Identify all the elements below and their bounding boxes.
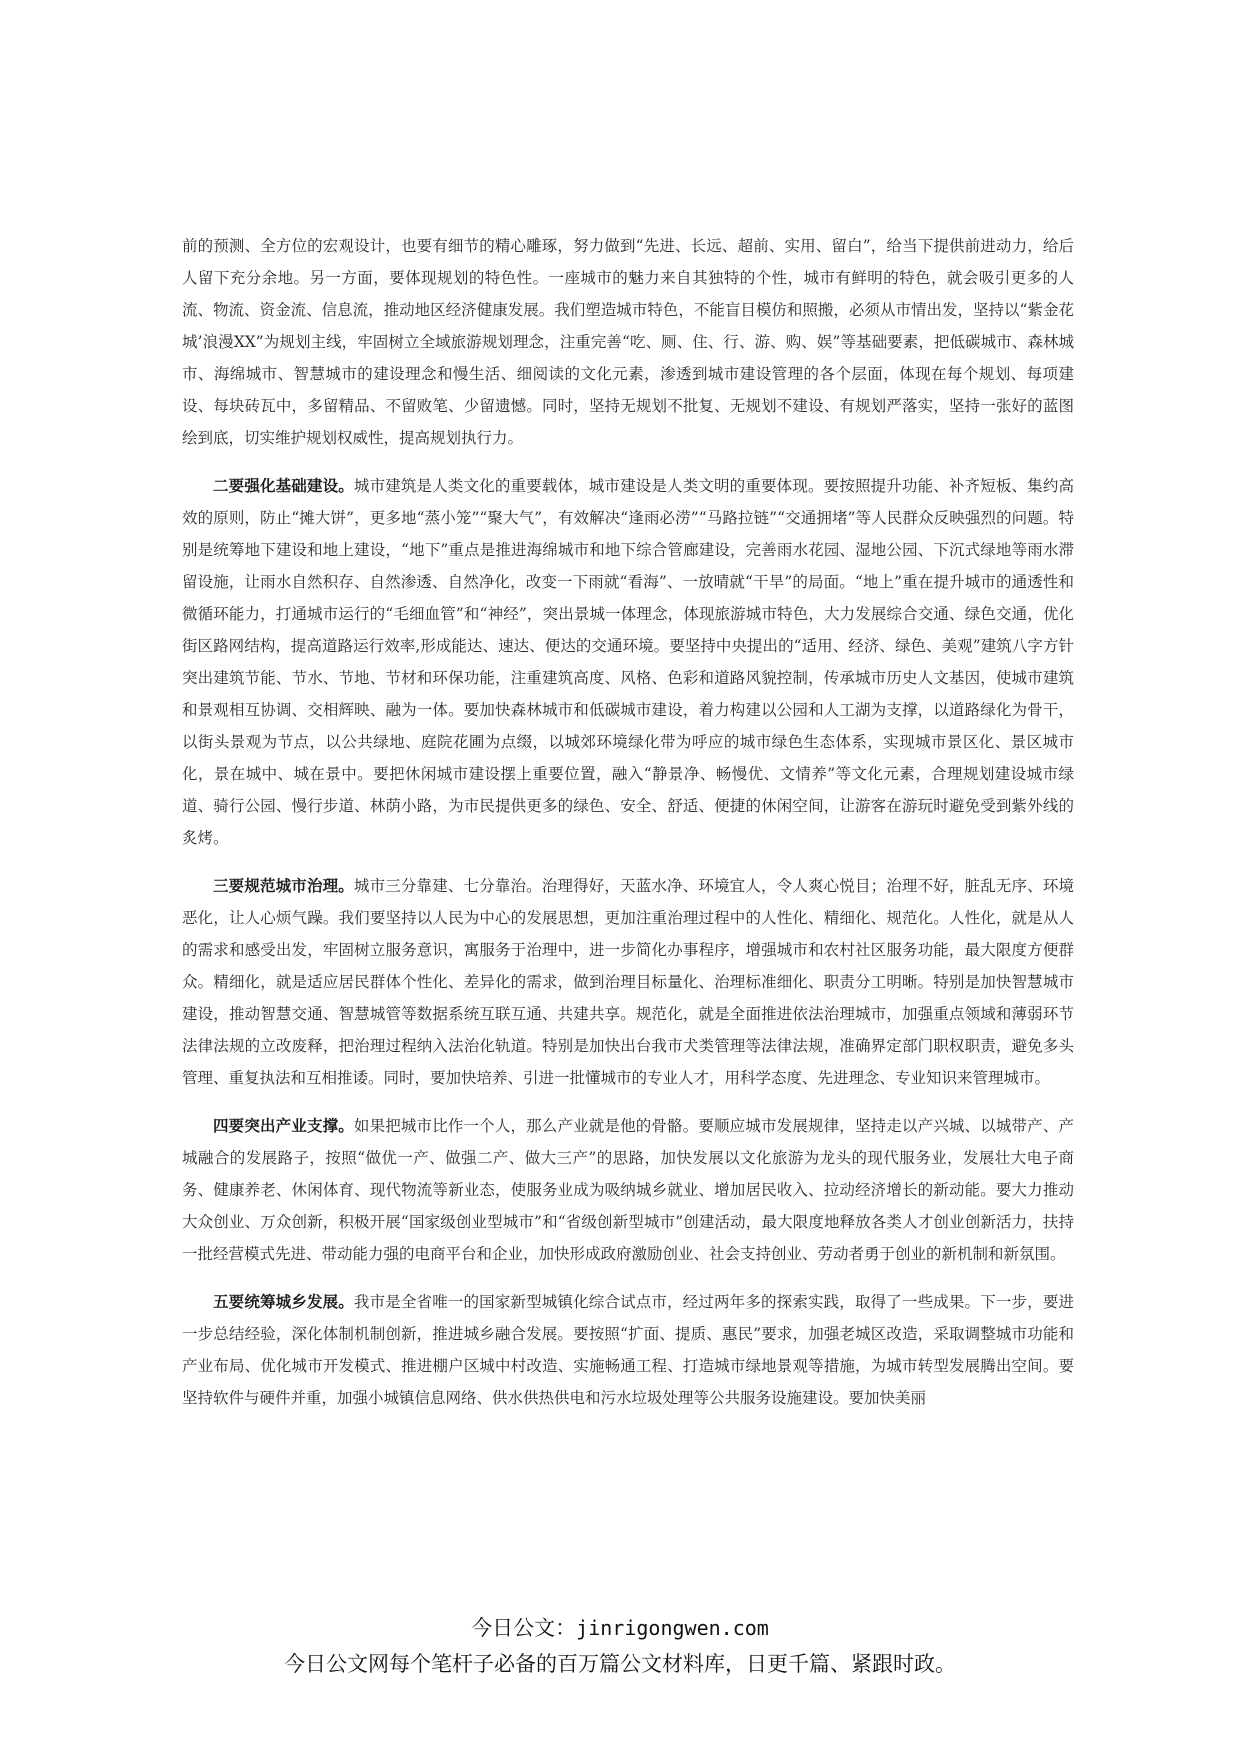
paragraph-industry bbox=[182, 1110, 1074, 1270]
paragraph-text: 前的预测、全方位的宏观设计，也要有细节的精心雕琢，努力做到“先进、长远、超前、实用、留白”，给当下提供前进动力，给后人留下充分余地。另一方面，要体现规划的特色性。一座城市的魅力来自其独特的个性，城市有鲜明的特色，就会吸引更多的人流、物流、资金流、信息流，推动地区经济健康发展。我们塑造城市特色，不能盲目模仿和照搬，必须从市情出发，坚持以“紫金花城’浪漫XX”为规划主线，牢固树立全域旅游规划理念，注重完善“吃、厕、住、行、游、购、娱”等基础要素，把低碳城市、森林城市、海绵城市、智慧城市的建设理念和慢生活、细阅读的文化元素，渗透到城市建设管理的各个层面，体现在每个规划、每项建设、每块砖瓦中，多留精品、不留败笔、少留遗憾。同时，坚持无规划不批复、无规划不建设、有规划严落实，坚持一张好的蓝图绘到底，切实维护规划权威性，提高规划执行力。 bbox=[182, 237, 1074, 447]
paragraph-text: 我市是全省唯一的国家新型城镇化综合试点市，经过两年多的探索实践，取得了一些成果。下一步，要进一步总结经验，深化体制机制创新，推进城乡融合发展。要按照“扩面、提质、惠民”要求，加强老城区改造，采取调整城市功能和产业布局、优化城市开发模式、推进棚户区城中村改造、实施畅通工程、打造城市绿地景观等措施，为城市转型发展腾出空间。要坚持软件与硬件并重，加强小城镇信息网络、供水供热供电和污水垃圾处理等公共服务设施建设。要加快美丽 bbox=[182, 1293, 1074, 1407]
paragraph-heading: 五要统筹城乡发展。 bbox=[213, 1292, 354, 1311]
paragraph-heading: 四要突出产业支撑。 bbox=[213, 1116, 354, 1135]
paragraph-text: 如果把城市比作一个人，那么产业就是他的骨骼。要顺应城市发展规律，坚持走以产兴城、以城带产、产城融合的发展路子，按照“做优一产、做强二产、做大三产”的思路，加快发展以文化旅游为龙头的现代服务业，发展壮大电子商务、健康养老、休闲体育、现代物流等新业态，使服务业成为吸纳城乡就业、增加居民收入、拉动经济增长的新动能。要大力推动大众创业、万众创新，积极开展“国家级创业型城市”和“省级创新型城市”创建活动，最大限度地释放各类人才创业创新活力，扶持一批经营模式先进、带动能力强的电商平台和企业，加快形成政府激励创业、社会支持创业、劳动者勇于创业的新机制和新氛围。 bbox=[182, 1117, 1074, 1263]
footer-site-url[interactable]: jinrigongwen.com bbox=[576, 1616, 769, 1640]
footer-site-line bbox=[0, 1612, 1240, 1642]
footer-site-label: 今日公文： bbox=[471, 1616, 577, 1640]
document-body bbox=[182, 230, 1074, 1430]
paragraph-governance bbox=[182, 870, 1074, 1094]
footer-slogan: 今日公文网每个笔杆子必备的百万篇公文材料库，日更千篇、紧跟时政。 bbox=[284, 1652, 956, 1676]
paragraph-text: 城市三分靠建、七分靠治。治理得好，天蓝水净、环境宜人，令人爽心悦目；治理不好，脏乱无序、环境恶化，让人心烦气躁。我们要坚持以人民为中心的发展思想，更加注重治理过程中的人性化、精细化、规范化。人性化，就是从人的需求和感受出发，牢固树立服务意识，寓服务于治理中，进一步简化办事程序，增强城市和农村社区服务功能，最大限度方便群众。精细化，就是适应居民群体个性化、差异化的需求，做到治理目标量化、治理标准细化、职责分工明晰。特别是加快智慧城市建设，推动智慧交通、智慧城管等数据系统互联互通、共建共享。规范化，就是全面推进依法治理城市，加强重点领域和薄弱环节法律法规的立改废释，把治理过程纳入法治化轨道。特别是加快出台我市犬类管理等法律法规，准确界定部门职权职责，避免多头管理、重复执法和互相推诿。同时，要加快培养、引进一批懂城市的专业人才，用科学态度、先进理念、专业知识来管理城市。 bbox=[182, 877, 1074, 1087]
paragraph-planning-continued bbox=[182, 230, 1074, 454]
paragraph-infrastructure bbox=[182, 470, 1074, 854]
paragraph-urban-rural bbox=[182, 1286, 1074, 1414]
paragraph-text: 城市建筑是人类文化的重要载体，城市建设是人类文明的重要体现。要按照提升功能、补齐短板、集约高效的原则，防止“摊大饼”，更多地“蒸小笼”“聚大气”，有效解决“逢雨必涝”“马路拉链”“交通拥堵”等人民群众反映强烈的问题。特别是统筹地下建设和地上建设，“地下”重点是推进海绵城市和地下综合管廊建设，完善雨水花园、湿地公园、下沉式绿地等雨水滞留设施，让雨水自然积存、自然渗透、自然净化，改变一下雨就“看海”、一放晴就“干旱”的局面。“地上”重在提升城市的通透性和微循环能力，打通城市运行的“毛细血管”和“神经”，突出景城一体理念，体现旅游城市特色，大力发展综合交通、绿色交通，优化街区路网结构，提高道路运行效率,形成能达、速达、便达的交通环境。要坚持中央提出的“适用、经济、绿色、美观”建筑八字方针突出建筑节能、节水、节地、节材和环保功能，注重建筑高度、风格、色彩和道路风貌控制，传承城市历史人文基因，使城市建筑和景观相互协调、交相辉映、融为一体。要加快森林城市和低碳城市建设，着力构建以公园和人工湖为支撑，以道路绿化为骨干，以街头景观为节点，以公共绿地、庭院花圃为点缀，以城郊环境绿化带为呼应的城市绿色生态体系，实现城市景区化、景区城市化，景在城中、城在景中。要把休闲城市建设摆上重要位置，融入“静景净、畅慢优、文情养”等文化元素，合理规划建设城市绿道、骑行公园、慢行步道、林荫小路，为市民提供更多的绿色、安全、舒适、便捷的休闲空间，让游客在游玩时避免受到紫外线的炙烤。 bbox=[182, 477, 1074, 847]
paragraph-heading: 三要规范城市治理。 bbox=[213, 876, 354, 895]
paragraph-heading: 二要强化基础建设。 bbox=[213, 476, 354, 495]
